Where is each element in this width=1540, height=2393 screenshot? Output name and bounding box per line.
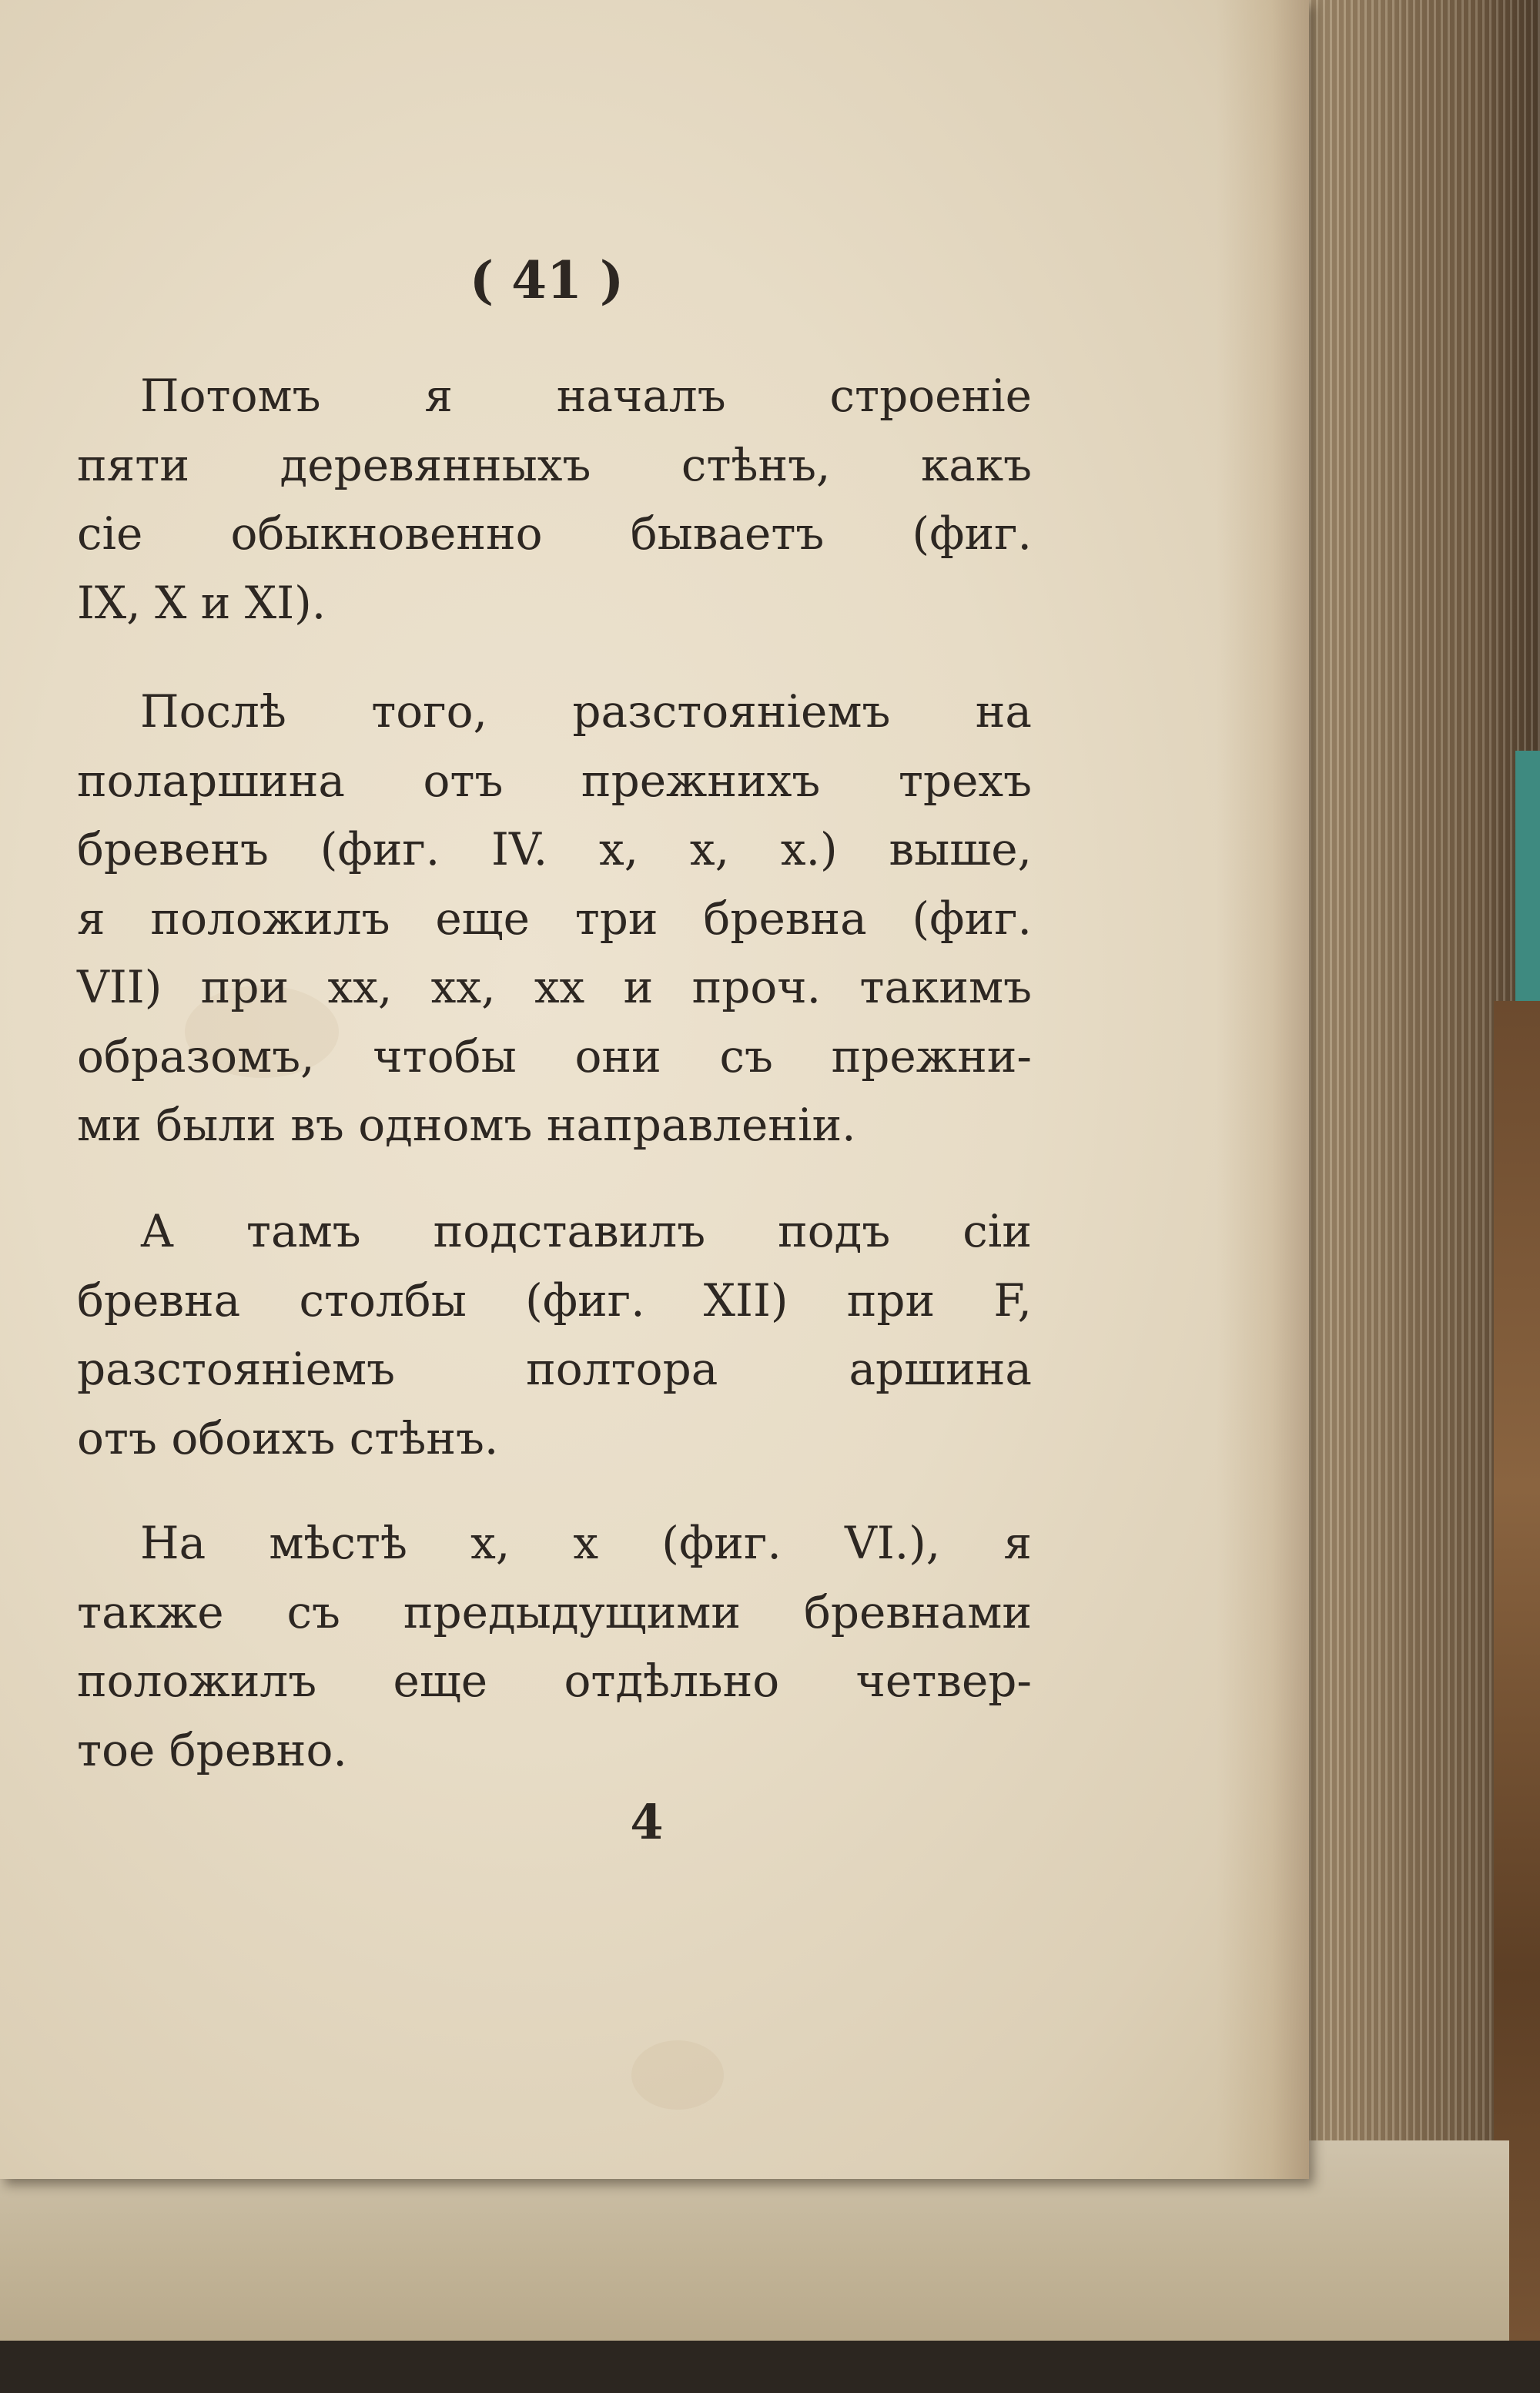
text-line: бревенъ (фиг. IV. x, x, x.) выше, — [77, 823, 1032, 875]
text-line: поларшина отъ прежнихъ трехъ — [77, 754, 1032, 807]
paragraph-3 — [77, 1197, 1032, 1473]
text-line: образомъ, чтобы они съ прежни- — [77, 1029, 1032, 1083]
page-right-shading — [1217, 0, 1309, 2179]
text-line: пяти деревянныхъ стѣнъ, какъ — [77, 438, 1032, 491]
paragraph-4 — [77, 1509, 1032, 1785]
text-line: отъ обоихъ стѣнъ. — [77, 1411, 499, 1464]
text-line: тое бревно. — [77, 1723, 347, 1776]
background-shadow — [0, 2341, 1540, 2393]
text-line: положилъ еще отдѣльно четвер- — [77, 1655, 1032, 1707]
text-line: Потомъ я началъ строеніе — [140, 370, 1032, 422]
teal-bookmark-strip — [1515, 751, 1540, 1005]
text-line: я положилъ еще три бревна (фиг. — [77, 892, 1032, 945]
text-line: IX, X и XI). — [77, 576, 326, 629]
text-line: ми были въ одномъ направленіи. — [77, 1099, 856, 1151]
text-line: А тамъ подставилъ подъ сіи — [140, 1205, 1032, 1257]
text-line: разстояніемъ полтора аршина — [77, 1343, 1032, 1395]
text-line: сіе обыкновенно бываетъ (фиг. — [77, 507, 1032, 560]
text-line: бревна столбы (фиг. XII) при F, — [77, 1273, 1032, 1327]
text-line: Послѣ того, разстояніемъ на — [140, 685, 1032, 738]
text-line: На мѣстѣ x, x (фиг. VI.), я — [140, 1517, 1032, 1569]
paper-stain — [631, 2040, 724, 2110]
text-line: также съ предыдущими бревнами — [77, 1585, 1032, 1638]
text-line: VII) при xx, xx, xx и проч. такимъ — [77, 961, 1032, 1013]
paragraph-2 — [77, 678, 1032, 1160]
signature-mark: 4 — [630, 1794, 664, 1850]
paragraph-1 — [77, 362, 1032, 638]
page-number: ( 41 ) — [469, 250, 624, 310]
